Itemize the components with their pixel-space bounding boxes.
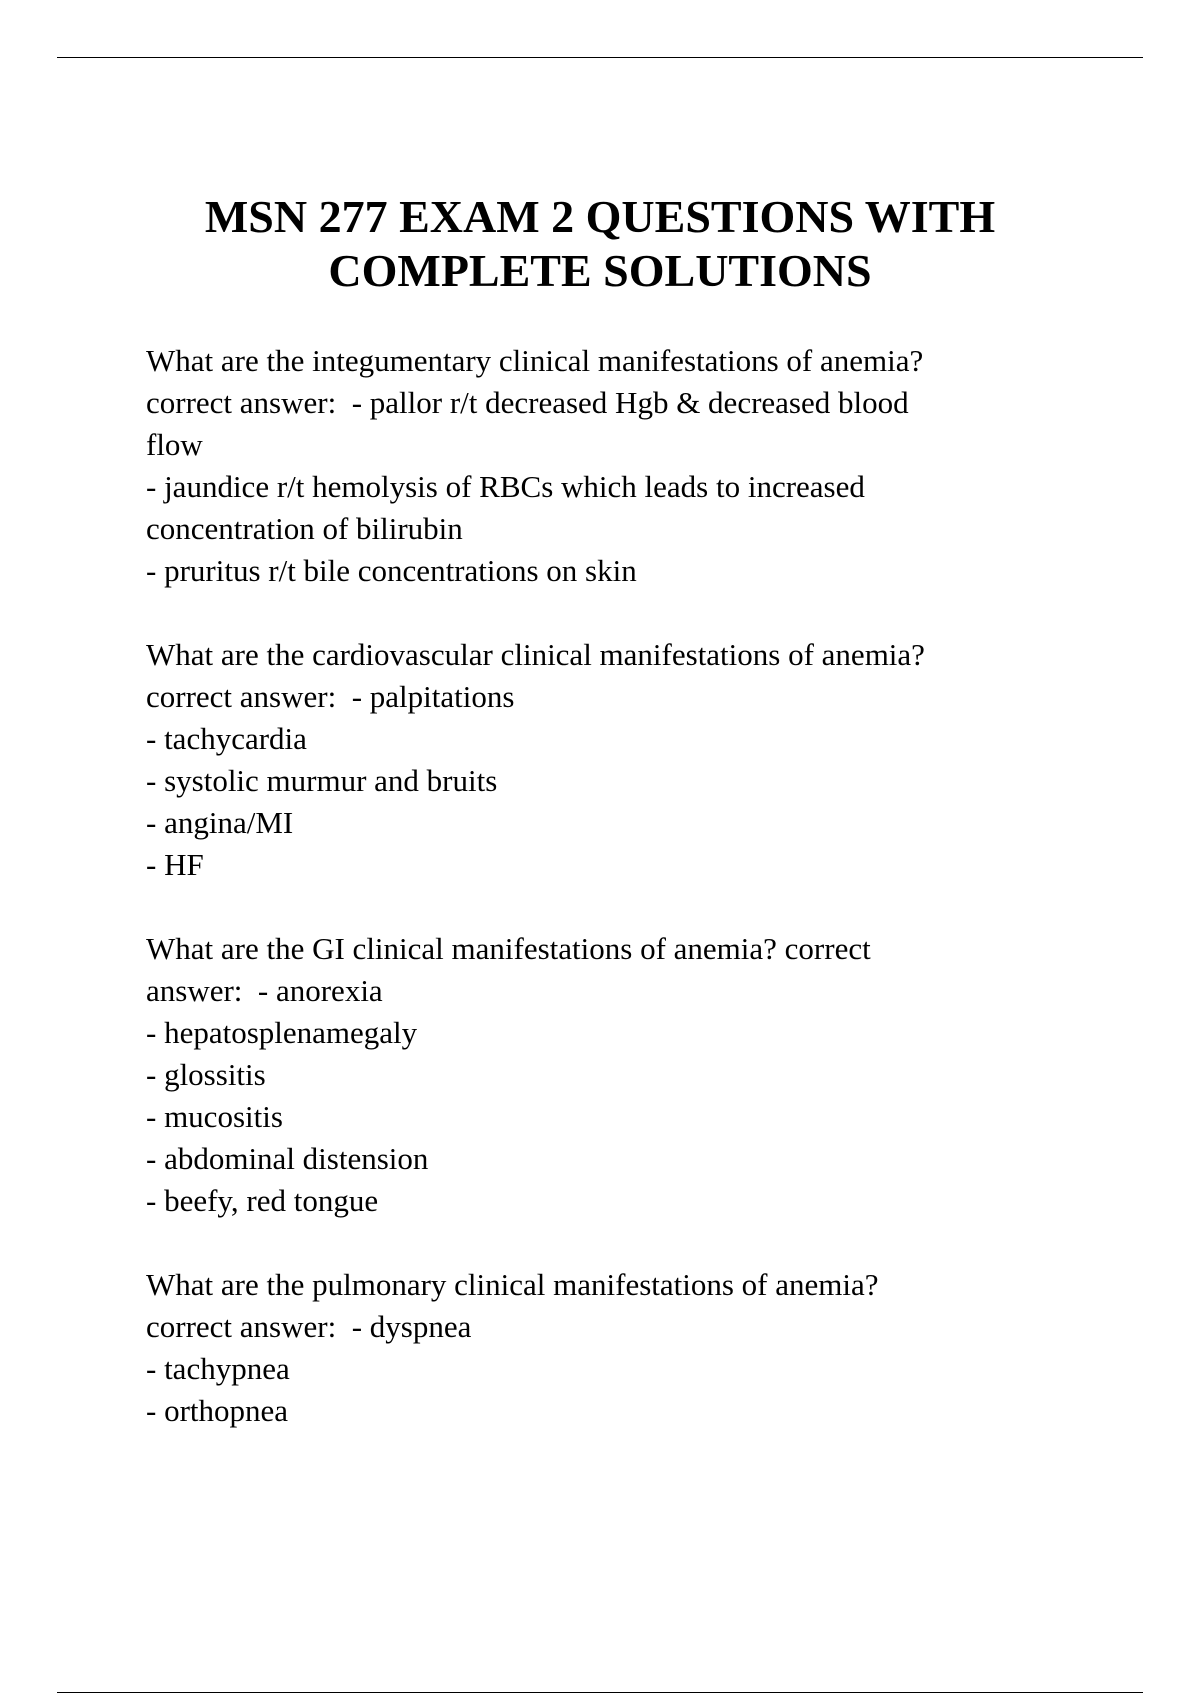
title-line: MSN 277 EXAM 2 QUESTIONS WITH [204, 191, 996, 242]
answer-line: - orthopnea [146, 1393, 289, 1428]
answer-line: - abdominal distension [146, 1141, 429, 1176]
document-body [146, 340, 1086, 1474]
qa-integumentary [146, 340, 1086, 592]
header-rule [57, 57, 1143, 58]
footer-rule [57, 1692, 1143, 1693]
title-line: COMPLETE SOLUTIONS [328, 245, 872, 296]
answer-line: - HF [146, 847, 204, 882]
answer-line: - tachycardia [146, 721, 307, 756]
answer-line: - mucositis [146, 1099, 283, 1134]
qa-cardiovascular [146, 634, 1086, 886]
answer-line: concentration of bilirubin [146, 511, 463, 546]
question-text: What are the integumentary clinical manifestations of anemia? [146, 343, 924, 378]
answer-line: - jaundice r/t hemolysis of RBCs which leads to increased [146, 469, 865, 504]
answer-line: flow [146, 427, 203, 462]
document-title [60, 190, 1140, 298]
answer-line: - beefy, red tongue [146, 1183, 379, 1218]
answer-line: answer: - anorexia [146, 973, 383, 1008]
question-text: What are the GI clinical manifestations of anemia? correct [146, 931, 871, 966]
answer-line: correct answer: - dyspnea [146, 1309, 472, 1344]
answer-line: - glossitis [146, 1057, 266, 1092]
question-text: What are the pulmonary clinical manifestations of anemia? [146, 1267, 879, 1302]
answer-line: - angina/MI [146, 805, 294, 840]
question-text: What are the cardiovascular clinical manifestations of anemia? [146, 637, 925, 672]
answer-line: correct answer: - pallor r/t decreased Hgb & decreased blood [146, 385, 909, 420]
answer-line: - systolic murmur and bruits [146, 763, 498, 798]
qa-gi [146, 928, 1086, 1222]
answer-line: - tachypnea [146, 1351, 290, 1386]
answer-line: correct answer: - palpitations [146, 679, 515, 714]
qa-pulmonary [146, 1264, 1086, 1432]
answer-line: - pruritus r/t bile concentrations on skin [146, 553, 637, 588]
answer-line: - hepatosplenamegaly [146, 1015, 418, 1050]
